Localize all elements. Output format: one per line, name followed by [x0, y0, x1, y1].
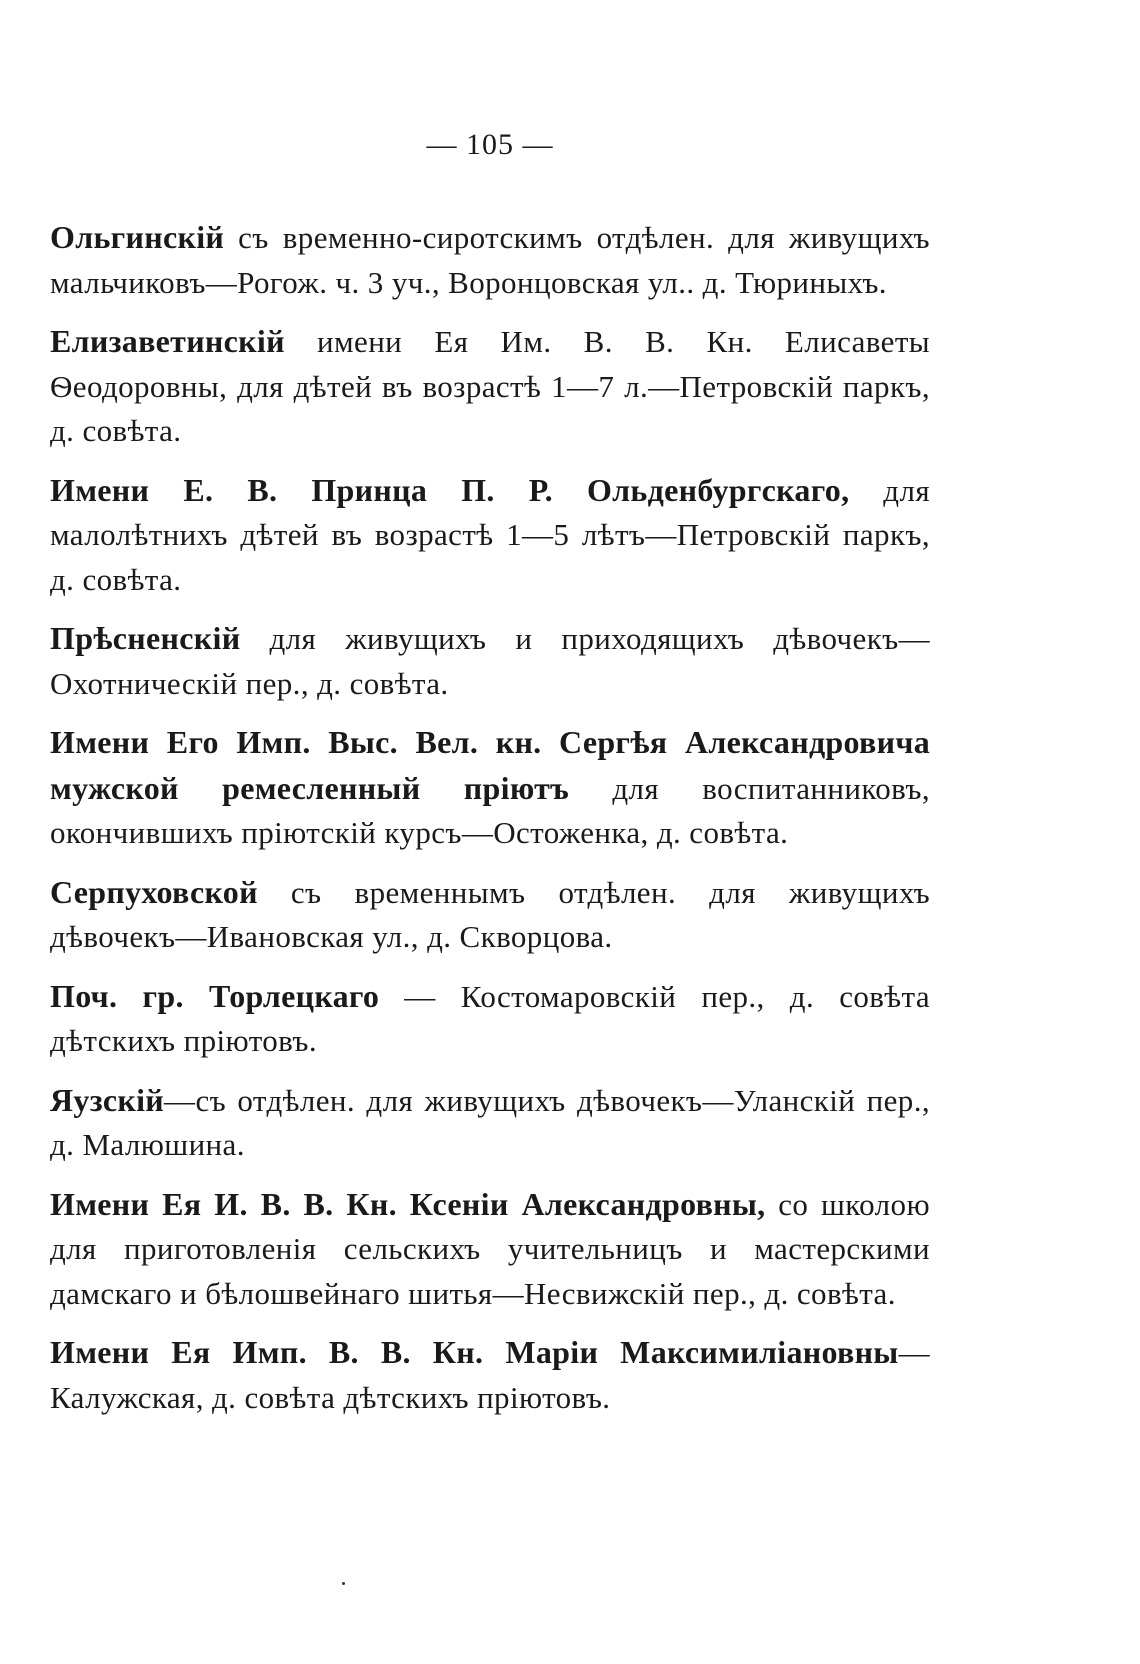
list-item [50, 215, 930, 305]
entry-heading: Поч. гр. Торлецкаго [50, 977, 380, 1014]
entry-text: имени Ея Им. В. В. Кн. Елисаветы Ѳеодоровны, для дѣтей въ возрастѣ 1—7 л.—Петровскій паркъ, д. совѣта. [50, 324, 930, 448]
entry-text: съ временнымъ отдѣлен. для живущихъ дѣвочекъ—Ивановская ул., д. Скворцова. [50, 874, 930, 954]
entry-text: —Калужская, д. совѣта дѣтскихъ пріютовъ. [50, 1335, 930, 1415]
list-item [50, 720, 930, 856]
print-speck [342, 1582, 345, 1585]
list-item [50, 1330, 930, 1420]
entry-heading: Имени Ея И. В. В. Кн. Ксеніи Александровны, [50, 1185, 766, 1222]
entry-text: съ временно-сиротскимъ отдѣлен. для живущихъ мальчиковъ—Рогож. ч. 3 уч., Воронцовская ул.. д. Тюриныхъ. [50, 220, 930, 300]
entry-text: для живущихъ и приходящихъ дѣвочекъ—Охотническій пер., д. совѣта. [50, 621, 930, 701]
page-number: — 105 — [426, 128, 554, 161]
entry-list [50, 215, 930, 1434]
entry-heading: Яузскій [50, 1081, 165, 1118]
entry-heading: Ольгинскій [50, 219, 225, 255]
entry-heading: Серпуховской [50, 873, 258, 910]
list-item [50, 319, 930, 454]
entry-text: для малолѣтнихъ дѣтей въ возрастѣ 1—5 лѣтъ—Петровскій паркъ, д. совѣта. [50, 472, 930, 597]
entry-heading: Имени Е. В. Принца П. Р. Ольденбургскаго, [50, 471, 850, 508]
entry-text: для воспитанниковъ, окончившихъ пріютскій курсъ—Остоженка, д. совѣта. [50, 770, 930, 850]
entry-heading: Имени Его Имп. Выс. Вел. кн. Сергѣя Александровича мужской ремесленный пріютъ [50, 724, 930, 806]
list-item [50, 974, 930, 1064]
list-item [50, 870, 930, 960]
book-page [50, 0, 930, 1664]
entry-text: — Костомаровскій пер., д. совѣта дѣтскихъ пріютовъ. [50, 978, 931, 1058]
list-item [50, 1078, 930, 1168]
entry-text: —съ отдѣлен. для живущихъ дѣвочекъ—Уланскій пер., д. Малюшина. [50, 1082, 930, 1162]
entry-heading: Имени Ея Имп. В. В. Кн. Маріи Максимиліановны [50, 1334, 899, 1370]
entry-text: со школою для приготовленія сельскихъ учительницъ и мастерскими дамскаго и бѣлошвейнаго шитья—Несвижскій пер., д. совѣта. [50, 1186, 931, 1311]
entry-heading: Елизаветинскій [50, 323, 285, 359]
entry-heading: Прѣсненскій [50, 620, 241, 656]
list-item [50, 1182, 930, 1317]
list-item [50, 616, 930, 706]
list-item [50, 468, 930, 603]
